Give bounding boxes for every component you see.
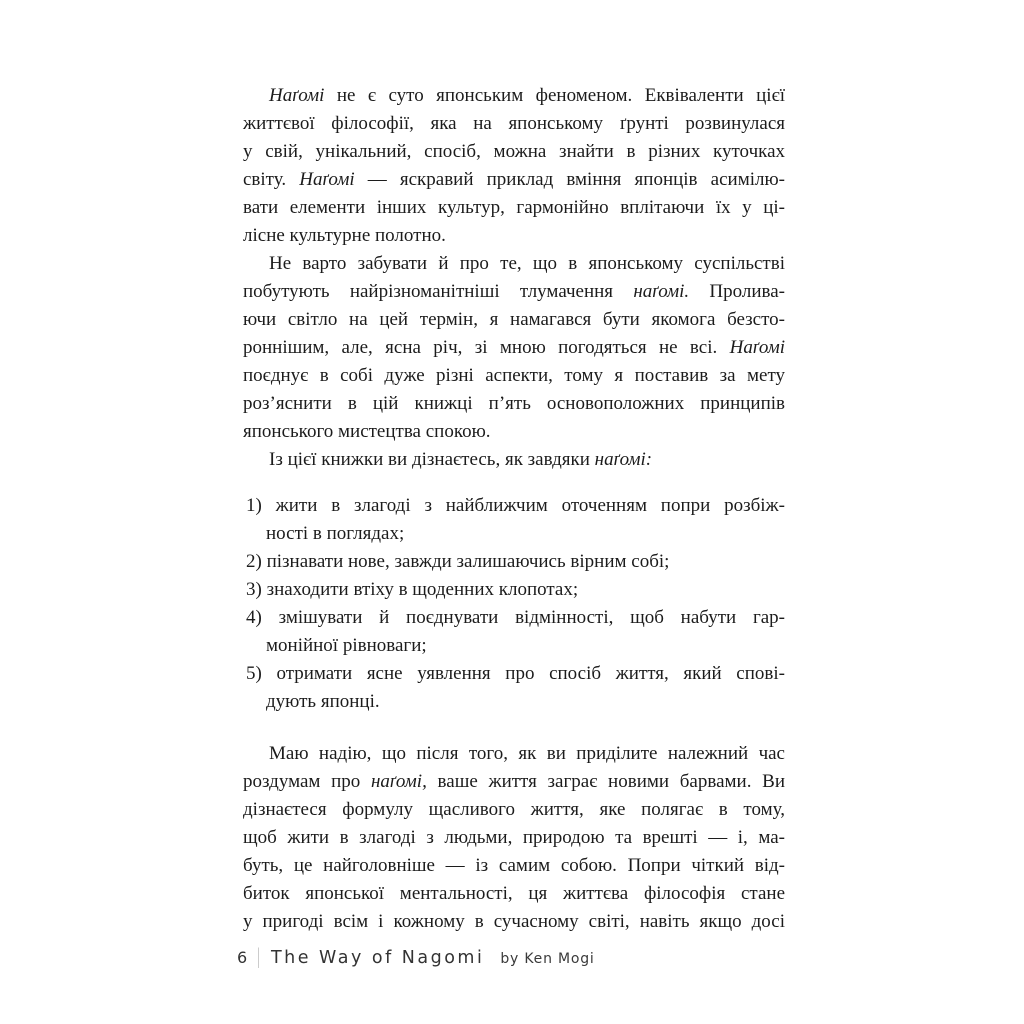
text-line xyxy=(243,306,785,334)
text-line xyxy=(243,418,785,446)
text-line xyxy=(243,110,785,138)
text-run: 4) змішувати й поєднувати відмінності, щоб набути гар- xyxy=(246,607,785,628)
text-run: — яскравий приклад вміння японців асимілю- xyxy=(354,169,785,190)
page-text-block xyxy=(243,82,785,936)
text-line xyxy=(243,520,785,548)
text-line xyxy=(243,604,785,632)
text-run: ваше життя заграє новими барвами. Ви xyxy=(426,771,785,792)
text-run: вати елементи інших культур, гармонійно вплітаючи їх у ці- xyxy=(243,197,785,218)
text-line xyxy=(243,390,785,418)
italic-text-run: наґомі: xyxy=(594,449,653,470)
text-line xyxy=(243,82,785,110)
text-run: у пригоді всім і кожному в сучасному світі, навіть якщо досі xyxy=(243,911,785,932)
text-run: 3) знаходити втіху в щоденних клопотах; xyxy=(246,579,579,600)
book-author: by Ken Mogi xyxy=(500,951,595,967)
text-run: 5) отримати ясне уявлення про спосіб життя, який спові- xyxy=(246,663,785,684)
text-run: монійної рівноваги; xyxy=(266,635,427,656)
text-run: роннішим, але, ясна річ, зі мною погодяться не всі. xyxy=(243,337,730,358)
text-line xyxy=(243,796,785,824)
text-line xyxy=(243,688,785,716)
text-line xyxy=(243,222,785,250)
text-run: роздумам про xyxy=(243,771,371,792)
text-line xyxy=(243,660,785,688)
text-run: 1) жити в злагоді з найближчим оточенням попри розбіж- xyxy=(246,495,785,516)
text-run: побутують найрізноманітніші тлумачення xyxy=(243,281,634,302)
italic-text-run: Наґомі xyxy=(269,85,325,106)
text-run: 2) пізнавати нове, завжди залишаючись вірним собі; xyxy=(246,551,670,572)
text-line xyxy=(243,824,785,852)
text-line xyxy=(243,768,785,796)
text-line xyxy=(243,908,785,936)
text-run: Маю надію, що після того, як ви приділите належний час xyxy=(269,743,785,764)
text-line xyxy=(243,548,785,576)
italic-text-run: наґомі. xyxy=(633,281,690,302)
text-run: Не варто забувати й про те, що в японському суспільстві xyxy=(269,253,785,274)
text-line xyxy=(243,740,785,768)
text-line xyxy=(243,852,785,880)
text-line xyxy=(243,138,785,166)
page-number: 6 xyxy=(237,948,249,967)
text-line xyxy=(243,446,785,474)
text-line xyxy=(243,166,785,194)
italic-text-run: Наґомі xyxy=(729,337,785,358)
text-run: життєвої філософії, яка на японському ґрунті розвинулася xyxy=(243,113,785,134)
text-run: не є суто японським феноменом. Еквіваленти цієї xyxy=(324,85,785,106)
text-line xyxy=(243,194,785,222)
text-run: щоб жити в злагоді з людьми, природою та врешті — і, ма- xyxy=(243,827,785,848)
text-line xyxy=(243,278,785,306)
text-run: Пролива- xyxy=(689,281,786,302)
text-run: ючи світло на цей термін, я намагався бути якомога безсто- xyxy=(243,309,785,330)
text-line xyxy=(243,492,785,520)
text-run: биток японської ментальності, ця життєва філософія стане xyxy=(243,883,785,904)
text-line xyxy=(243,362,785,390)
page-footer xyxy=(237,944,595,968)
text-run: лісне культурне полотно. xyxy=(243,225,446,246)
footer-separator: | xyxy=(256,944,261,968)
italic-text-run: Наґомі xyxy=(299,169,355,190)
text-run: дують японці. xyxy=(266,691,380,712)
text-line xyxy=(243,632,785,660)
text-line xyxy=(243,880,785,908)
text-run: поєднує в собі дуже різні аспекти, тому я поставив за мету xyxy=(243,365,785,386)
text-run: дізнаєтеся формулу щасливого життя, яке полягає в тому, xyxy=(243,799,785,820)
text-line xyxy=(243,250,785,278)
text-run: світу. xyxy=(243,169,300,190)
text-line xyxy=(243,334,785,362)
text-run: японського мистецтва спокою. xyxy=(243,421,491,442)
text-run: роз’яснити в цій книжці п’ять основоположних принципів xyxy=(243,393,785,414)
text-line xyxy=(243,576,785,604)
text-run: ності в поглядах; xyxy=(266,523,405,544)
text-run: буть, це найголовніше — із самим собою. Попри чіткий від- xyxy=(243,855,785,876)
text-run: у свій, унікальний, спосіб, можна знайти в різних куточках xyxy=(243,141,785,162)
italic-text-run: наґомі, xyxy=(371,771,427,792)
book-title: The Way of Nagomi xyxy=(270,948,485,968)
text-run: Із цієї книжки ви дізнаєтесь, як завдяки xyxy=(269,449,595,470)
